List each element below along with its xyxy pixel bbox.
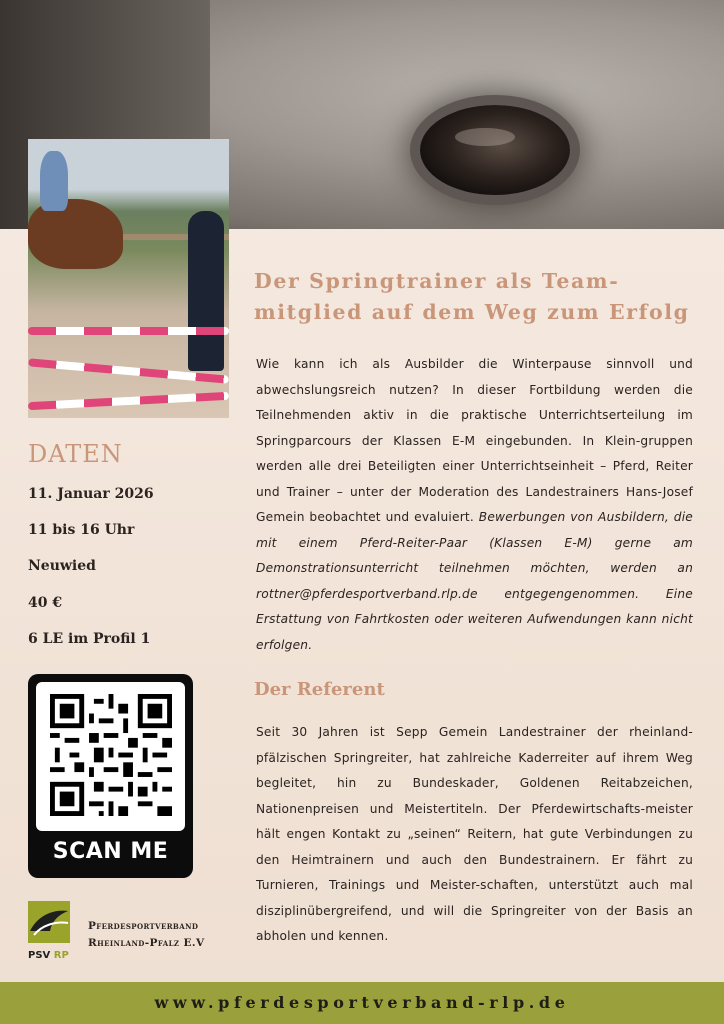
photo-pole — [28, 327, 229, 335]
eye-reflection — [455, 128, 515, 146]
horse-eye — [420, 105, 570, 195]
intro-text — [256, 352, 693, 658]
qr-code-icon — [50, 694, 172, 816]
photo-pole — [28, 392, 229, 411]
logo-label — [28, 950, 69, 961]
organisation-name — [88, 918, 205, 952]
footer-bar — [0, 982, 724, 1024]
footer-website-link[interactable]: www.pferdesportverband-rlp.de — [154, 993, 570, 1012]
event-le: 6 LE im Profil 1 — [28, 631, 151, 647]
intro-paragraph: Wie kann ich als Ausbilder die Winterpause sinnvoll und abwechslungsreich nutzen? In dieser Fortbildung werden die Teilnehmenden aktiv in die praktische Unterrichtserteilung im Springparcours der Klassen E-M eingebunden. In Klein-gruppen werden alle drei Beteiligten einer Unterrichtseinheit – Pferd, Reiter und Trainer – unter der Moderation des Landestrainers Hans-Josef Gemein beobachtet und evaluiert. — [256, 357, 693, 524]
event-location: Neuwied — [28, 558, 96, 574]
qr-code-card[interactable] — [28, 674, 193, 878]
training-photo — [28, 139, 229, 418]
org-line-2: Rheinland-Pfalz E.V — [88, 937, 205, 949]
application-note: Bewerbungen von Ausbildern, die mit einem Pferd-Reiter-Paar (Klassen E-M) gerne am Demonstrationsunterricht teilnehmen möchten, werden an rottner@pferdesportverband.rlp.de entgegengenommen. Eine Erstattung von Fahrtkosten oder weiteren Aufwendungen kann nicht erfolgen. — [256, 510, 693, 652]
psv-logo-icon — [28, 901, 70, 943]
page-title: Der Springtrainer als Team-mitglied auf dem Weg zum Erfolg — [254, 269, 690, 324]
logo-psv: PSV — [28, 950, 51, 961]
daten-heading: DATEN — [28, 440, 123, 468]
event-time: 11 bis 16 Uhr — [28, 522, 135, 538]
qr-code-area — [36, 682, 185, 831]
scan-me-label: SCAN ME — [52, 839, 169, 864]
photo-rider — [40, 151, 68, 211]
logo-rp: RP — [53, 950, 69, 961]
referent-text: Seit 30 Jahren ist Sepp Gemein Landestrainer der rheinland-pfälzischen Springreiter, hat zahlreiche Kaderreiter auf ihrem Weg begleitet, hin zu Bundeskader, Goldenen Reitabzeichen, Nationenpreisen und Meistertiteln. Der Pferdewirtschafts-meister hält engen Kontakt zu „seinen“ Reitern, hat gute Verbindungen zu den Heimtrainern und auch den Bundestrainern. Er fährt zu Turnieren, Trainings und Meister-schaften, unterstützt auch mal disziplinübergreifend, und will die Springreiter von der Basis an abholen und kennen. — [256, 725, 693, 943]
event-price: 40 € — [28, 595, 63, 611]
event-date: 11. Januar 2026 — [28, 486, 154, 502]
referent-heading: Der Referent — [254, 679, 385, 700]
photo-trainer — [188, 211, 224, 371]
org-line-1: Pferdesportverband — [88, 920, 199, 932]
